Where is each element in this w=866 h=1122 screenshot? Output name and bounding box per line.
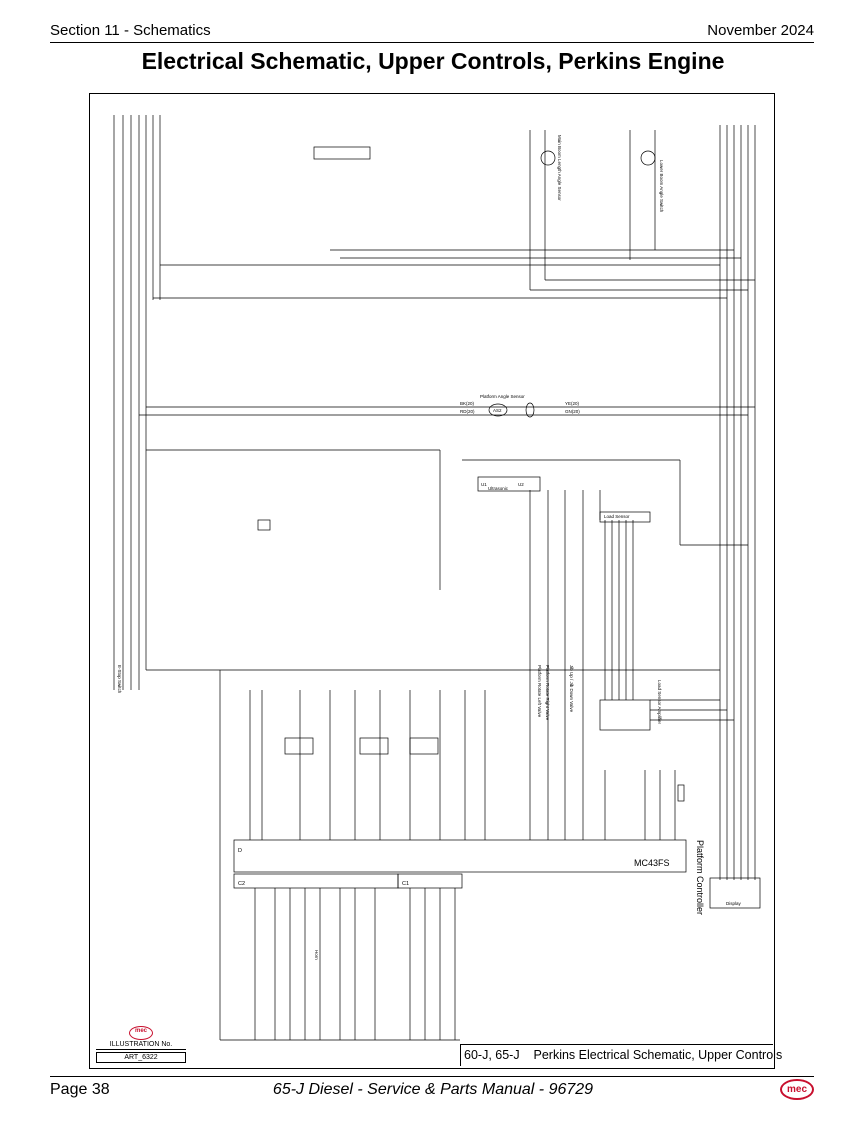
- schematic-caption: [464, 1048, 782, 1062]
- wire-gn-text: GN(20): [565, 409, 580, 414]
- date-label: November 2024: [707, 22, 814, 39]
- load-amplifier-text: Load Sensor Amplifier: [657, 680, 662, 725]
- port-d-text: D: [238, 848, 242, 854]
- port-c2-text: C2: [238, 881, 246, 887]
- mec-logo: mec: [780, 1079, 814, 1100]
- u1-text: U1: [481, 482, 487, 487]
- rotate-left-text: Platform Rotate Left Valve: [537, 665, 542, 718]
- display-text: Display: [726, 901, 741, 906]
- load-sensor-text: Load Sensor: [604, 514, 630, 519]
- illustration-label: ILLUSTRATION No.: [96, 1041, 186, 1050]
- jib-valve-text: Jib Up / Jib Down Valve: [569, 665, 574, 713]
- rotate-right-text: Platform Rotate Right Valve: [545, 665, 550, 721]
- lower-boom-switch-text: Lower Boom Angle Switch: [659, 160, 664, 213]
- page-number: Page 38: [50, 1081, 110, 1098]
- illustration-block: [96, 1026, 186, 1063]
- manual-title: 65-J Diesel - Service & Parts Manual - 96729: [272, 1081, 594, 1098]
- caption-text: Perkins Electrical Schematic, Upper Controls: [533, 1048, 783, 1062]
- footer-rule: [50, 1076, 814, 1077]
- illustration-number: ART_6322: [96, 1052, 186, 1063]
- u2-text: U2: [518, 482, 524, 487]
- controller-label-text: Platform Controller: [695, 840, 705, 916]
- as2-text: AS2: [493, 408, 502, 413]
- controller-model-text: MC43FS: [634, 858, 670, 868]
- caption-models: 60-J, 65-J: [464, 1048, 520, 1062]
- page-title: Electrical Schematic, Upper Controls, Perkins Engine: [141, 48, 725, 74]
- platform-angle-sensor-text: Platform Angle Sensor: [480, 394, 525, 399]
- wire-rd-text: RD(20): [460, 409, 475, 414]
- port-c1-text: C1: [402, 881, 410, 887]
- wire-bk-text: BK(20): [460, 401, 475, 406]
- mec-logo-small: mec: [129, 1026, 153, 1040]
- ultrasonic-text: Ultrasonic: [488, 486, 509, 491]
- section-label: Section 11 - Schematics: [50, 22, 211, 39]
- estop-text: E-Stop Switch: [117, 665, 122, 694]
- wire-ye-text: YE(20): [565, 401, 580, 406]
- main-boom-sensor-text: Main Boom Length Angle Sensor: [557, 135, 562, 201]
- horn-text: Horn: [314, 950, 319, 960]
